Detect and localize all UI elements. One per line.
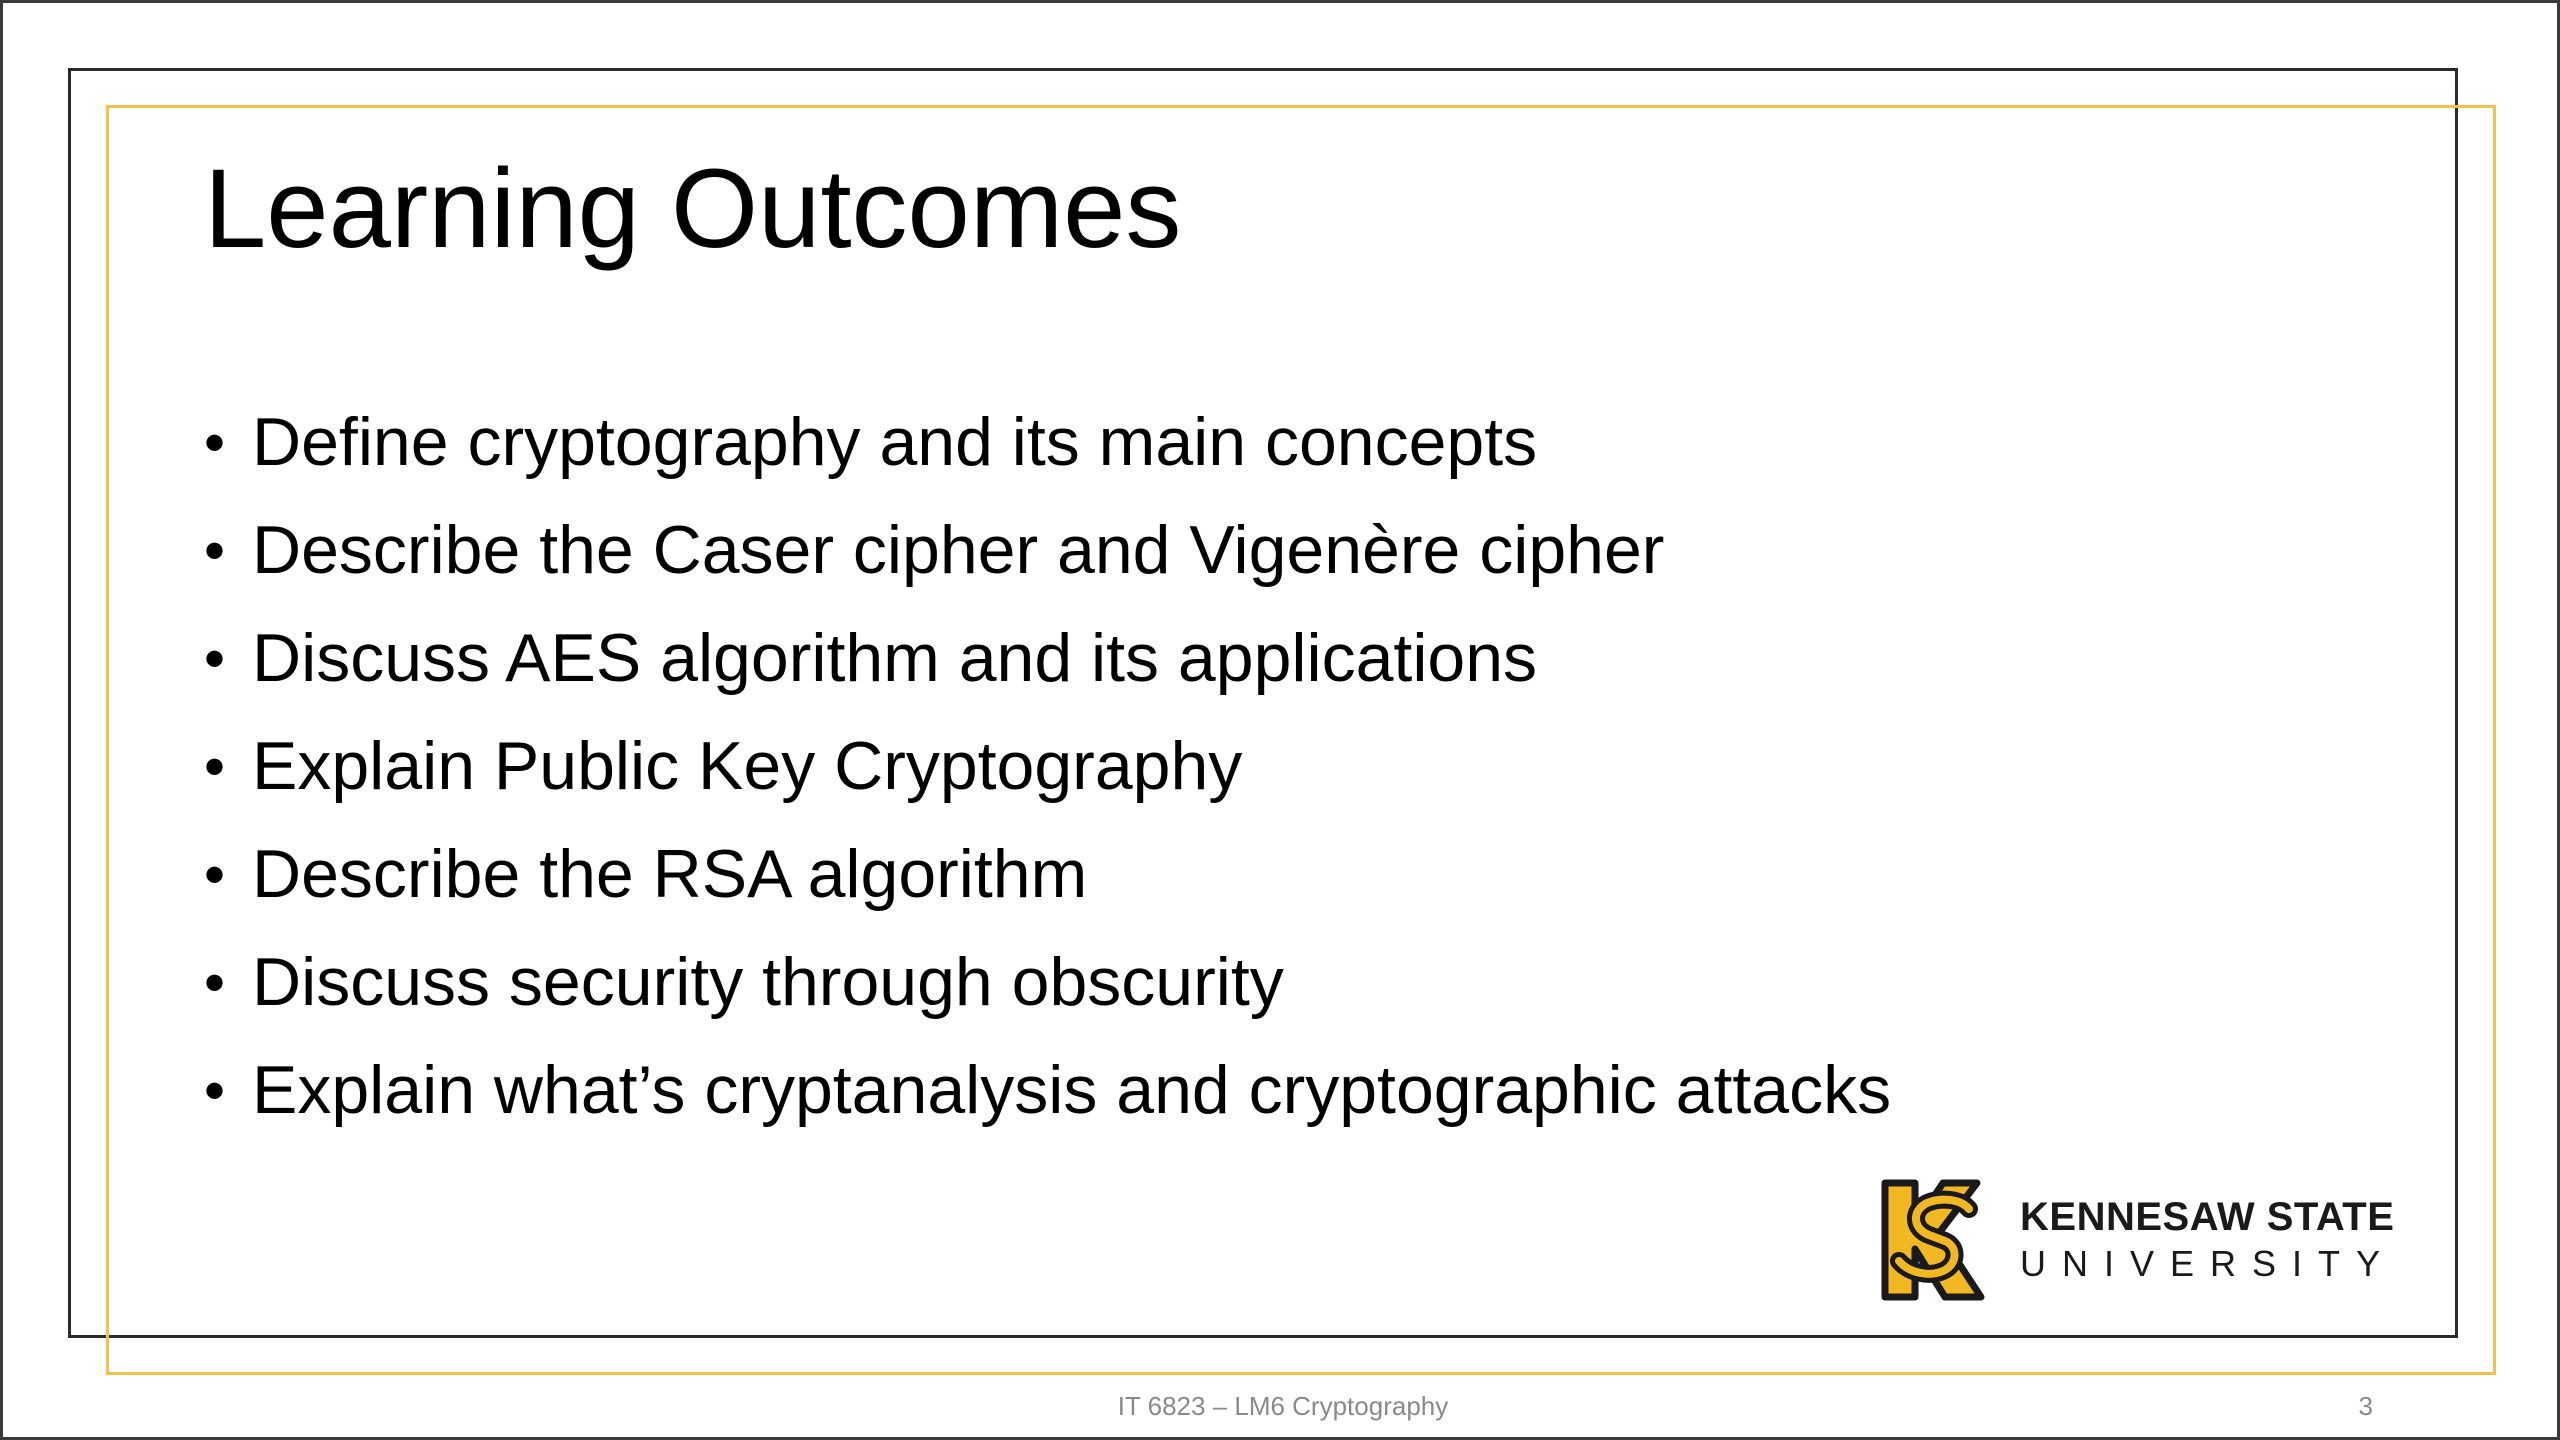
list-item bbox=[204, 604, 1891, 712]
list-item-text: Discuss security through obscurity bbox=[252, 944, 1284, 1020]
bullet-icon: • bbox=[204, 408, 226, 476]
list-item-text: Explain what’s cryptanalysis and cryptographic attacks bbox=[252, 1052, 1892, 1128]
logo-name-text: KENNESAW STATE bbox=[2020, 1195, 2395, 1239]
learning-outcomes-list bbox=[204, 388, 1891, 1144]
bullet-icon: • bbox=[204, 516, 226, 584]
list-item-text: Describe the Caser cipher and Vigenère cipher bbox=[252, 512, 1665, 588]
bullet-icon: • bbox=[204, 624, 226, 692]
kennesaw-state-logo bbox=[1865, 1175, 2400, 1305]
logo-subtitle-text: UNIVERSITY bbox=[2020, 1243, 2397, 1284]
list-item-text: Explain Public Key Cryptography bbox=[252, 728, 1243, 804]
list-item bbox=[204, 820, 1891, 928]
bullet-icon: • bbox=[204, 732, 226, 800]
list-item bbox=[204, 496, 1891, 604]
list-item bbox=[204, 1036, 1891, 1144]
list-item-text: Describe the RSA algorithm bbox=[252, 836, 1088, 912]
bullet-icon: • bbox=[204, 1056, 226, 1124]
bullet-icon: • bbox=[204, 948, 226, 1016]
footer-course-text: IT 6823 – LM6 Cryptography bbox=[1117, 1391, 1449, 1421]
list-item bbox=[204, 928, 1891, 1036]
list-item-text: Define cryptography and its main concepts bbox=[252, 404, 1538, 480]
page-number: 3 bbox=[2358, 1391, 2373, 1421]
bullet-icon: • bbox=[204, 840, 226, 908]
slide-title: Learning Outcomes bbox=[204, 146, 1182, 271]
list-item bbox=[204, 712, 1891, 820]
ks-monogram-icon bbox=[1865, 1175, 1995, 1305]
list-item-text: Discuss AES algorithm and its applications bbox=[252, 620, 1538, 696]
list-item bbox=[204, 388, 1891, 496]
